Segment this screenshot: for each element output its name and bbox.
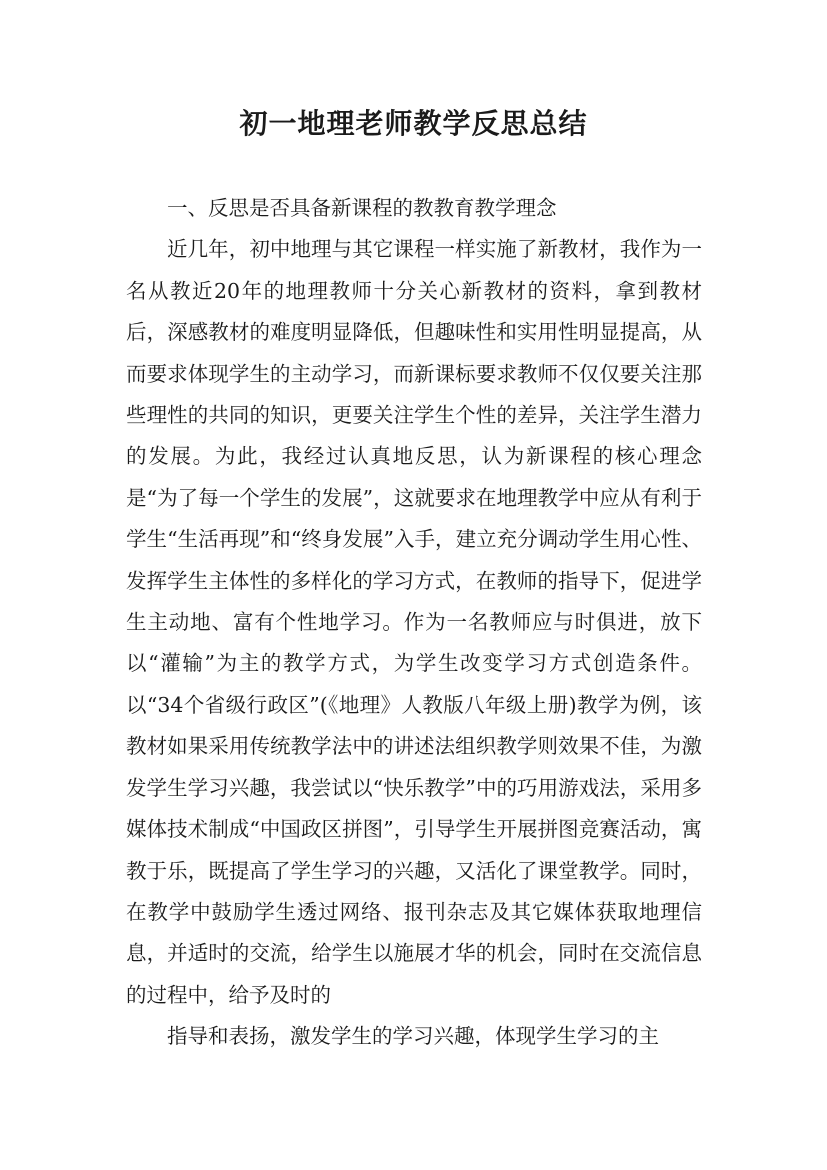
body-paragraph: 指导和表扬，激发学生的学习兴趣，体现学生学习的主 — [167, 1024, 659, 1049]
document-body — [126, 188, 702, 1058]
section-heading: 一、反思是否具备新课程的教教育教学理念 — [167, 196, 557, 220]
document-title: 初一地理老师教学反思总结 — [239, 107, 588, 140]
body-paragraph: 近几年，初中地理与其它课程一样实施了新教材，我作为一名从教近20年的地理教师十分关心新教材的资料，拿到教材后，深感教材的难度明显降低，但趣味性和实用性明显提高，从而要求体现学生的主动学习，而新课标要求教师不仅仅要关注那些理性的共同的知识，更要关注学生个性的差异，关注学生潜力的发展。为此，我经过认真地反思，认为新课程的核心理念是“为了每一个学生的发展”，这就要求在地理教学中应从有利于学生“生活再现”和“终身发展”入手，建立充分调动学生用心性、发挥学生主体性的多样化的学习方式，在教师的指导下，促进学生主动地、富有个性地学习。作为一名教师应与时俱进，放下以“灌输”为主的教学方式，为学生改变学习方式创造条件。以“34个省级行政区”(《地理》人教版八年级上册)教学为例，该教材如果采用传统教学法中的讲述法组织教学则效果不佳，为激发学生学习兴趣，我尝试以“快乐教学”中的巧用游戏法，采用多媒体技术制成“中国政区拼图”，引导学生开展拼图竞赛活动，寓教于乐，既提高了学生学习的兴趣，又活化了课堂教学。同时，在教学中鼓励学生透过网络、报刊杂志及其它媒体获取地理信息，并适时的交流，给学生以施展才华的机会，同时在交流信息的过程中，给予及时的 — [126, 237, 702, 1007]
